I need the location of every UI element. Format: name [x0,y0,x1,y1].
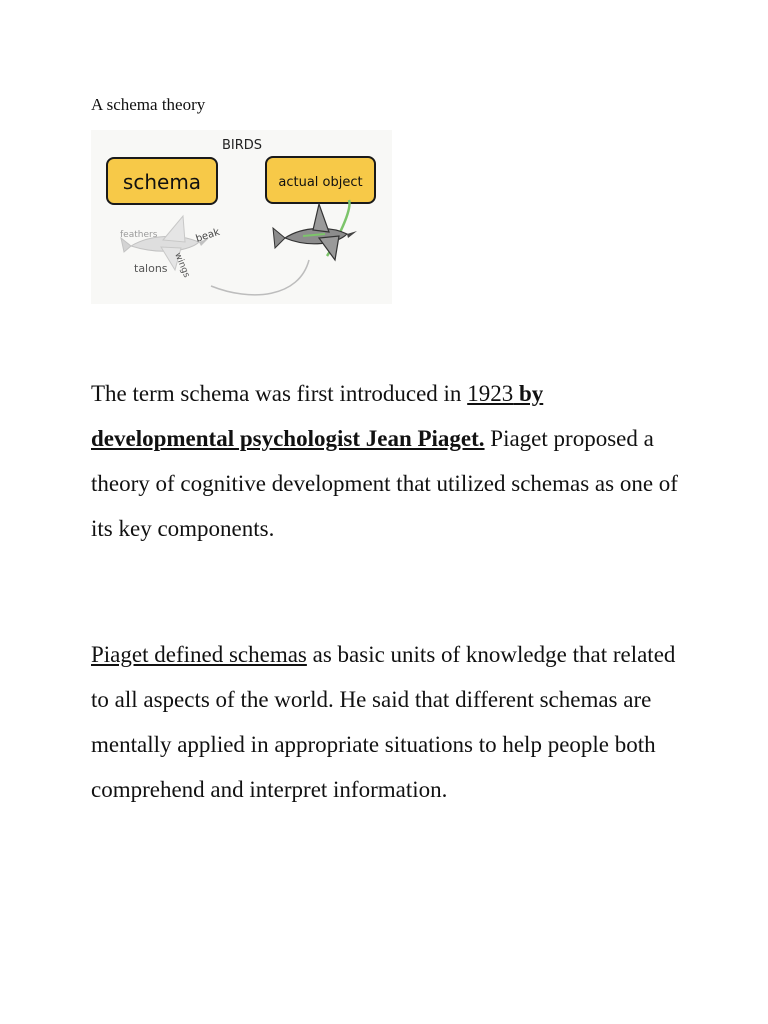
year-1923: 1923 [467,381,514,406]
label-talons: talons [134,262,168,275]
piaget-highlight: developmental psychologist Jean Piaget. [91,426,485,451]
diagram-title: BIRDS [221,138,263,153]
actual-object-box-label: actual object [278,175,363,190]
paragraph-definition [91,632,691,812]
paragraph-definition-rest: as basic units of knowledge that related to all aspects of the world. He said that different schemas are mentally applied in appropriate situations to help people both comprehend and interpret information. [91,642,676,802]
label-feathers: feathers [120,230,158,240]
label-wings: wings [172,251,192,280]
paragraph-origin-intro: The term schema was first introduced in [91,381,468,406]
page-heading: A schema theory [91,95,206,114]
schema-diagram [91,130,392,304]
by-text: by [513,381,544,406]
schema-diagram-graphic [91,130,392,304]
schema-box-label: schema [122,170,202,194]
piaget-defined-schemas: Piaget defined schemas [91,642,307,667]
label-beak: beak [194,226,222,245]
paragraph-origin-rest: Piaget proposed a theory of cognitive development that utilized schemas as one of its key components. [91,426,678,541]
paragraph-origin [91,371,691,551]
